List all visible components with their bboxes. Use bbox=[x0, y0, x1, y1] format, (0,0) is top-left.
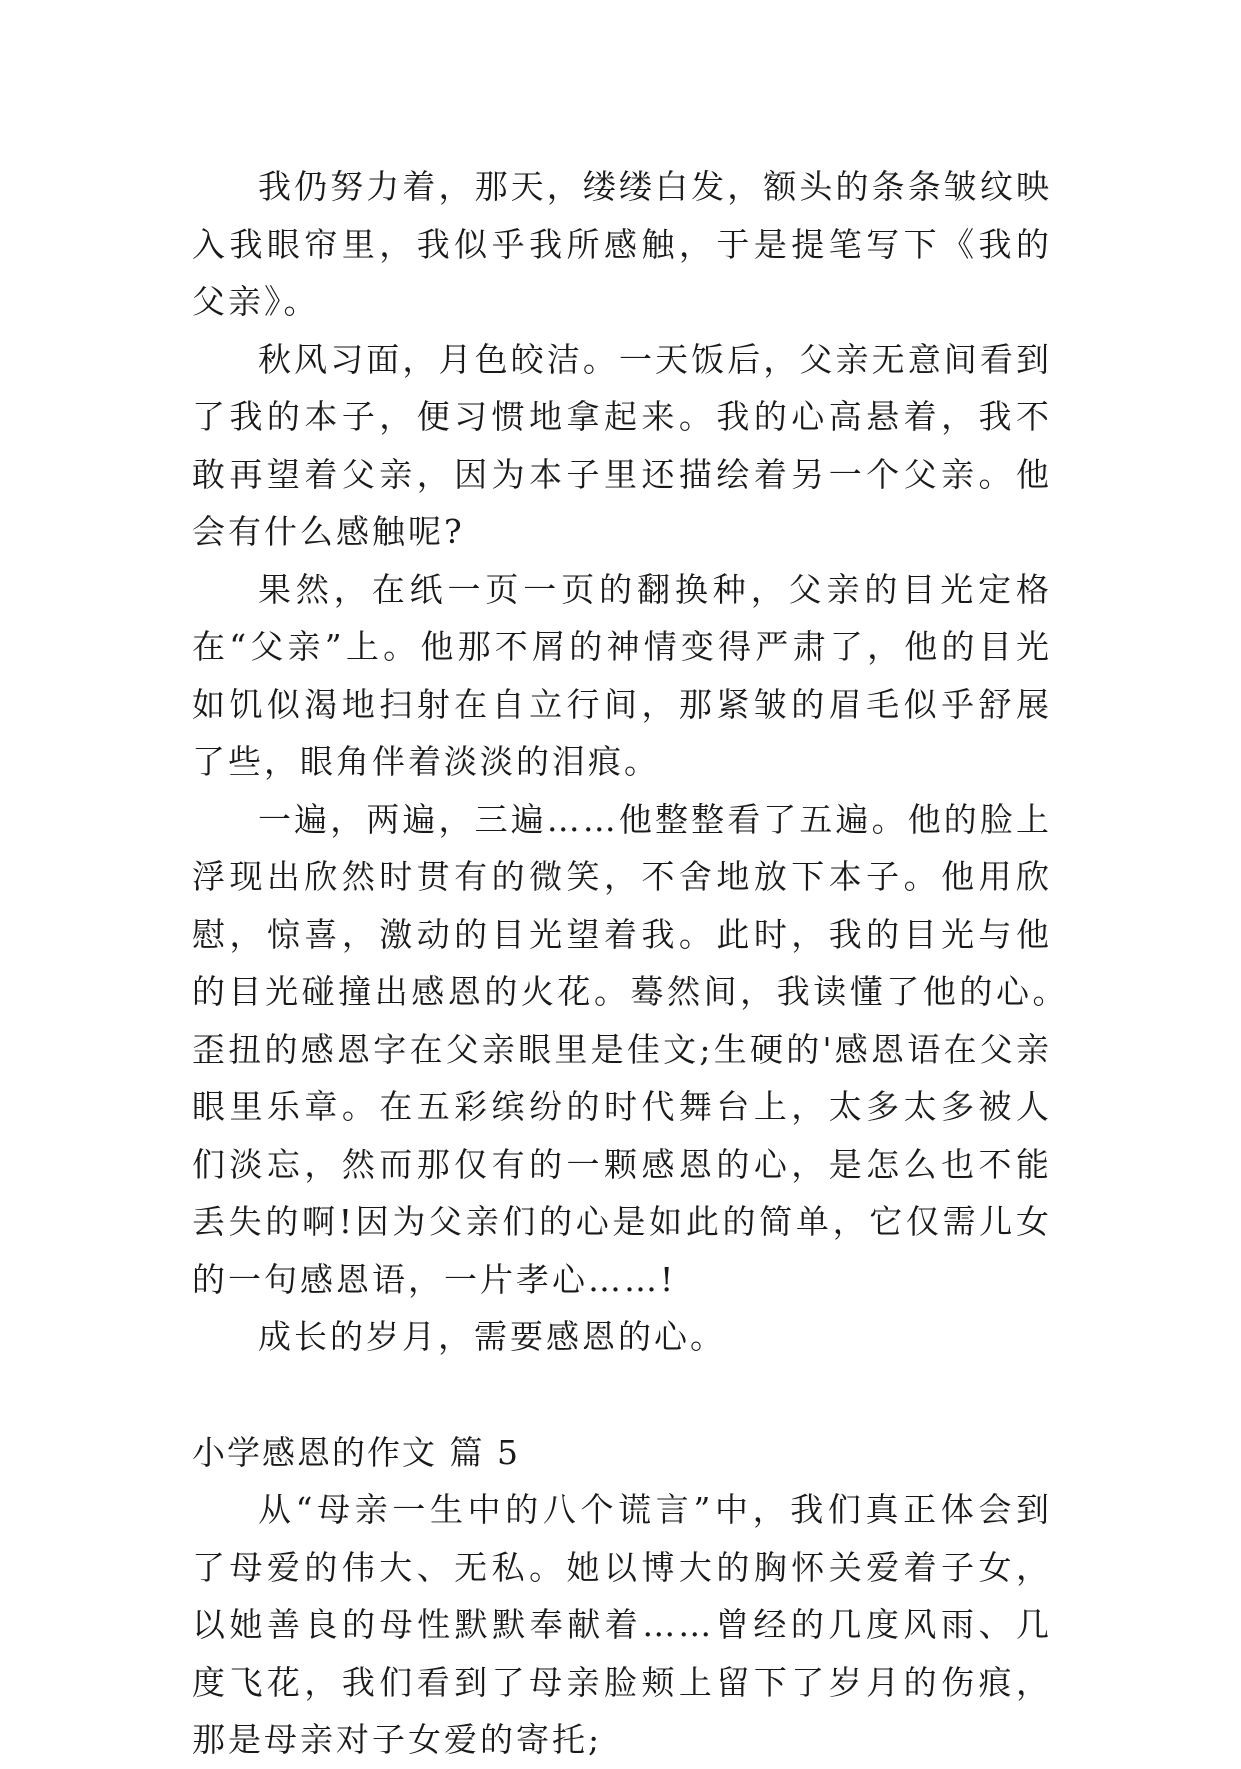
paragraph: 从“母亲一生中的八个谎言”中，我们真正体会到了母爱的伟大、无私。她以博大的胸怀关爱着子女，以她善良的母性默默奉献着……曾经的几度风雨、几度飞花，我们看到了母亲脸颊上留下了岁月的伤痕，那是母亲对子女爱的寄托; bbox=[192, 1490, 1052, 1759]
paragraph: 果然，在纸一页一页的翻换种，父亲的目光定格在“父亲”上。他那不屑的神情变得严肃了，他的目光如饥似渴地扫射在自立行间，那紧皱的眉毛似乎舒展了些，眼角伴着淡淡的泪痕。 bbox=[192, 569, 1052, 781]
paragraph: 我仍努力着，那天，缕缕白发，额头的条条皱纹映入我眼帘里，我似乎我所感触，于是提笔写下《我的父亲》。 bbox=[192, 167, 1052, 321]
paragraph: 成长的岁月，需要感恩的心。 bbox=[258, 1317, 726, 1356]
paragraph: 一遍，两遍，三遍……他整整看了五遍。他的脸上浮现出欣然时贯有的微笑，不舍地放下本子。他用欣慰，惊喜，激动的目光望着我。此时，我的目光与他的目光碰撞出感恩的火花。蓦然间，我读懂了他的心。 歪扭的感恩字在父亲眼里是佳文;生硬的'感恩语在父亲眼里乐章。在五彩缤纷的时代舞台上，太多太多被人们淡忘，然而那仅有的一颗感恩的心，是怎么也不能丢失的啊!因为父亲们的心是如此的简单，它仅需儿女的一句感恩语，一片孝心……! bbox=[192, 799, 1088, 1299]
section-title: 小学感恩的作文 篇 5 bbox=[192, 1432, 520, 1472]
paragraph: 秋风习面，月色皎洁。一天饭后，父亲无意间看到了我的本子，便习惯地拿起来。我的心高悬着，我不敢再望着父亲，因为本子里还描绘着另一个父亲。他会有什么感触呢? bbox=[192, 339, 1052, 551]
essay-body bbox=[192, 158, 1088, 1769]
